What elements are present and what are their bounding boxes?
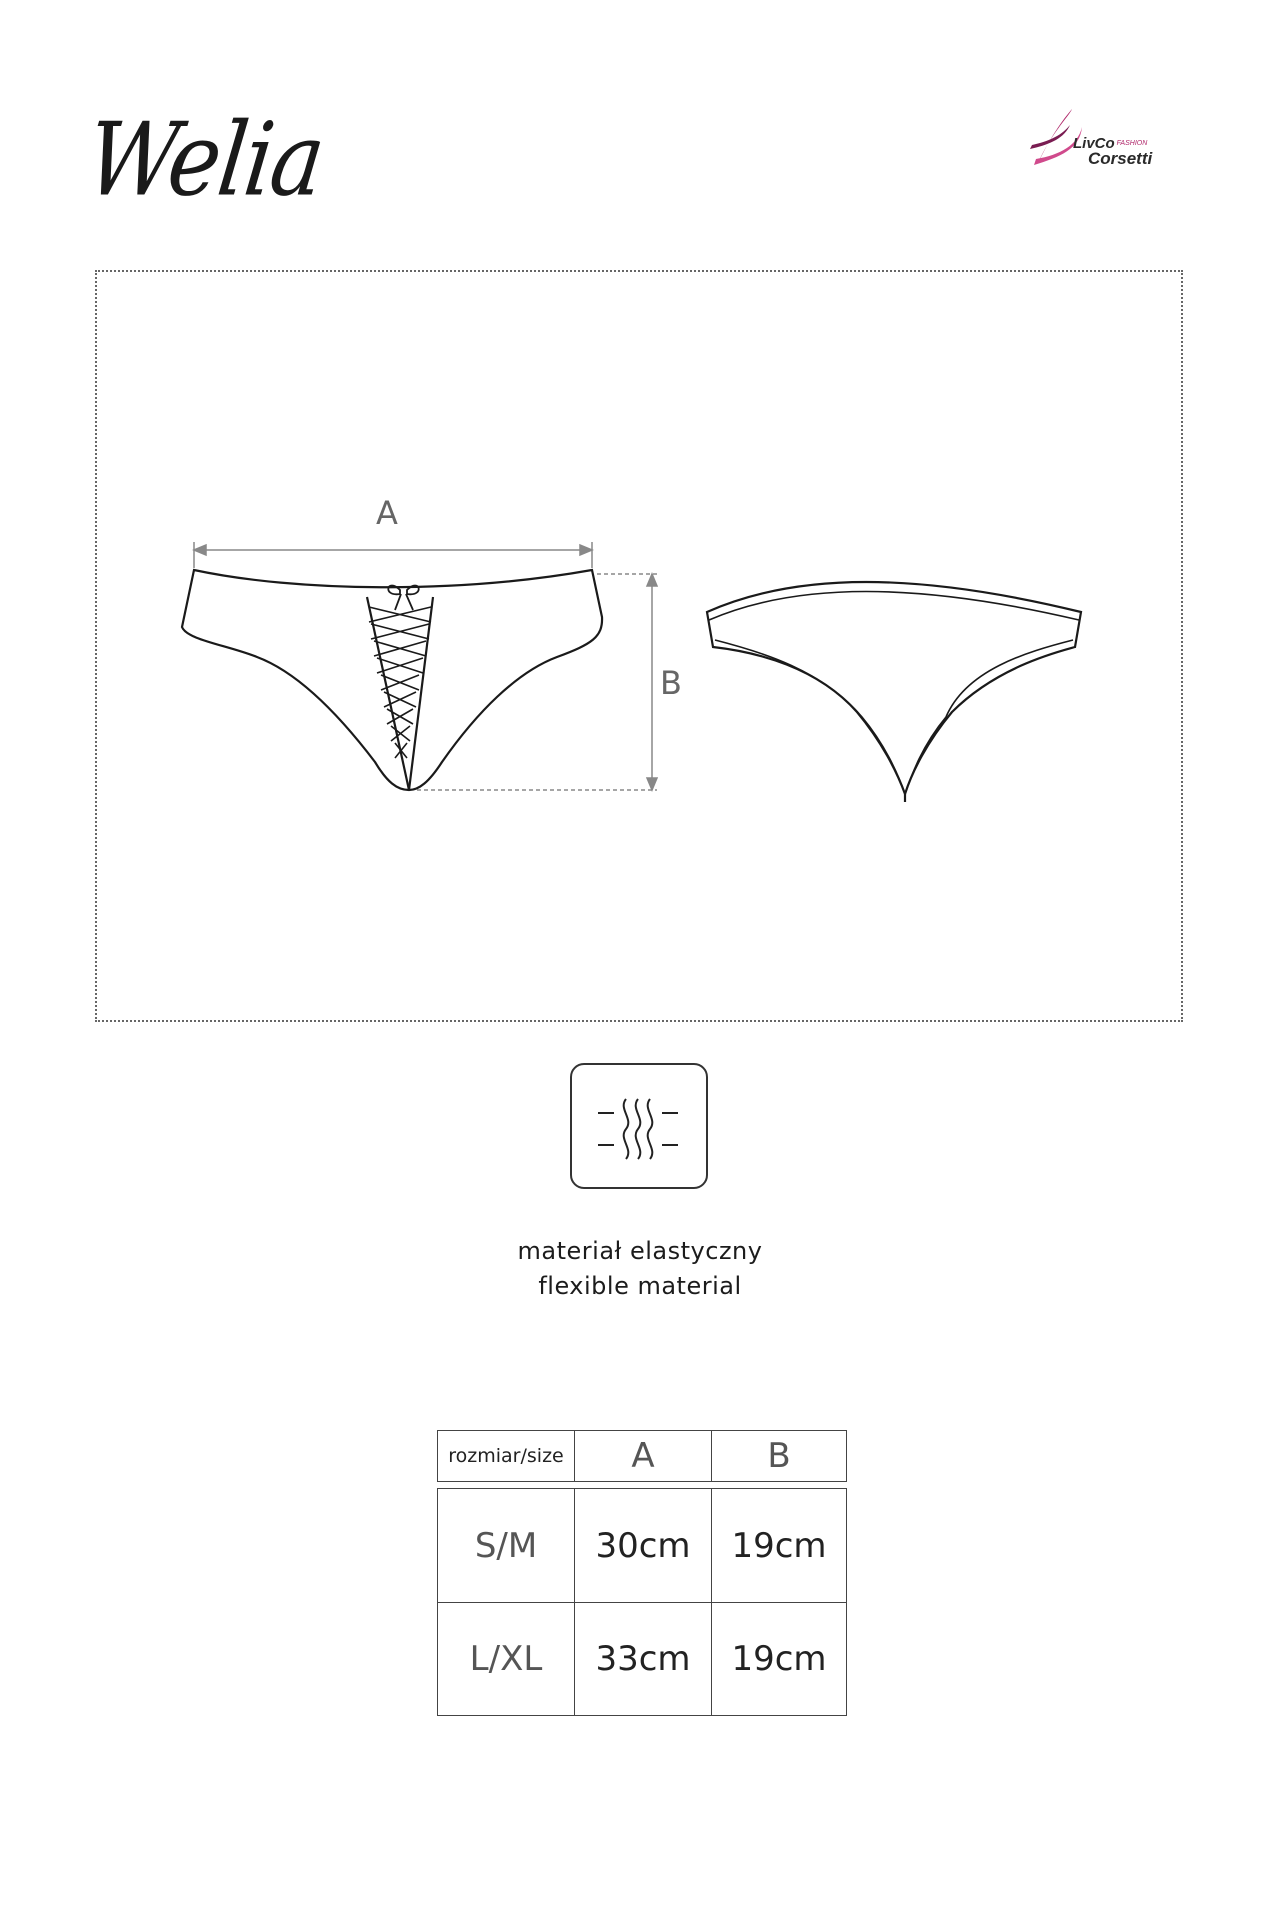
garment-diagram-panel	[95, 270, 1183, 1022]
header-a: A	[575, 1431, 712, 1481]
material-label-en: flexible material	[538, 1272, 742, 1300]
a-cell: 30cm	[575, 1489, 712, 1602]
brand-logo	[1030, 105, 1175, 175]
header-b: B	[767, 1436, 791, 1476]
dimension-b-line	[417, 574, 657, 790]
table-row	[438, 1602, 846, 1715]
brand-name-bottom: Corsetti	[1088, 149, 1153, 168]
thong-back-icon	[707, 582, 1081, 802]
material-label-pl: materiał elastyczny	[517, 1237, 763, 1265]
brand-tag: FASHION	[1116, 140, 1148, 147]
dimension-b-label: B	[660, 664, 682, 702]
header-size: rozmiar/size	[438, 1431, 575, 1481]
a-cell: 33cm	[575, 1603, 712, 1715]
dimension-a-line	[194, 542, 592, 568]
size-table-body	[437, 1488, 847, 1716]
dimension-a-label: A	[376, 494, 398, 532]
lace-up-thong-front-icon	[182, 570, 602, 790]
size-cell: L/XL	[438, 1603, 575, 1715]
b-cell: 19cm	[731, 1639, 827, 1679]
b-cell: 19cm	[731, 1525, 827, 1566]
brand-name-top: LivCo	[1073, 135, 1115, 152]
size-cell: S/M	[438, 1489, 575, 1602]
product-title: Welia	[80, 100, 330, 219]
elastic-material-icon	[570, 1063, 708, 1189]
table-row	[438, 1489, 846, 1602]
size-table-header	[437, 1430, 847, 1482]
